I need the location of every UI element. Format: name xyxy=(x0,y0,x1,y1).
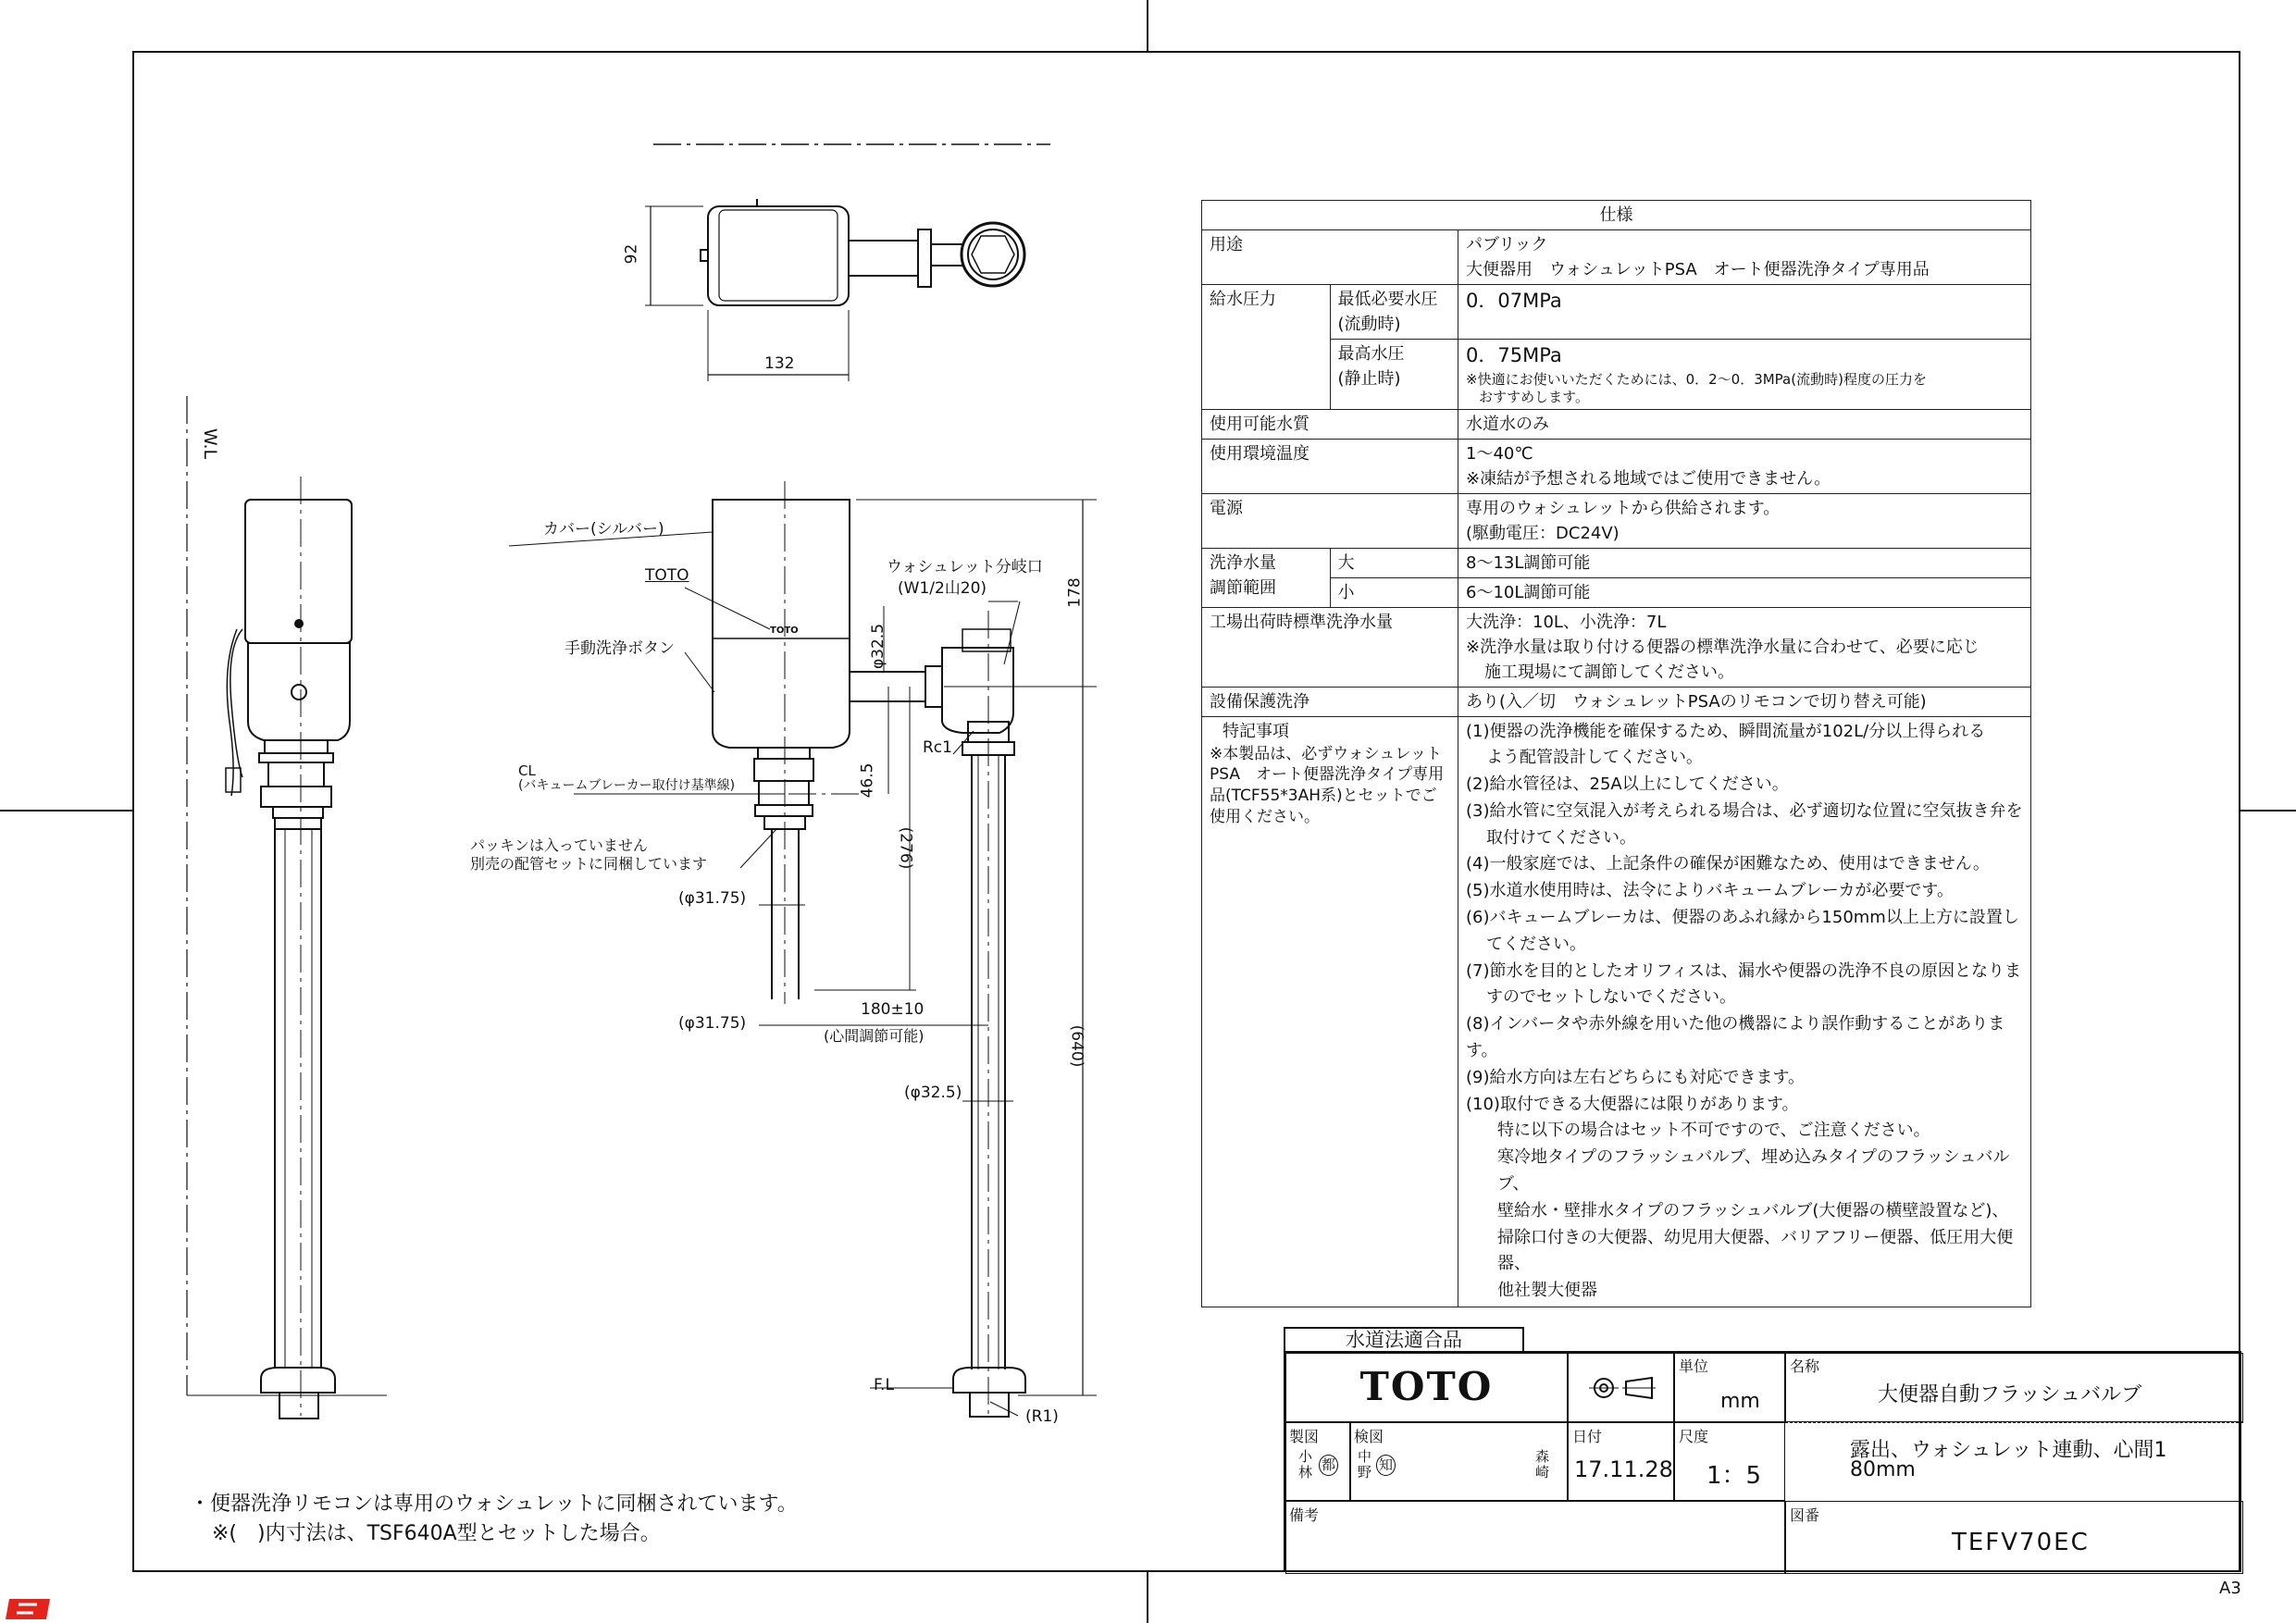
temperature-label: 使用環境温度 xyxy=(1202,439,1458,493)
note-line: てください。 xyxy=(1486,934,1586,954)
center-adjust-label: (心間調節可能) xyxy=(824,1027,925,1045)
special-notes-list xyxy=(1458,716,2031,1307)
seal-approved: 森 崎 xyxy=(1535,1448,1550,1481)
sheet-size: A3 xyxy=(2219,1579,2241,1598)
corner-logo-icon xyxy=(6,1595,54,1623)
dim-276: (276) xyxy=(896,826,915,870)
branch-outlet-label: ウォシュレット分岐口 xyxy=(887,558,1043,576)
dia-325-label-b: (φ32.5) xyxy=(904,1084,962,1102)
date-label: 日付 xyxy=(1572,1428,1603,1445)
power-label: 電源 xyxy=(1202,493,1458,548)
footnote-1: ・便器洗浄リモコンは専用のウォシュレットに同梱されています。 xyxy=(190,1493,798,1516)
device-logo: TOTO xyxy=(770,626,799,636)
r1-label: (R1) xyxy=(1025,1407,1059,1426)
centerline-label: CL xyxy=(518,762,536,779)
drawing-number-label: 図番 xyxy=(1790,1506,1820,1524)
note-line: (9)給水方向は左右どちらにも対応できます。 xyxy=(1466,1067,1806,1087)
note-line: よう配管設計してください。 xyxy=(1486,748,1703,768)
rc1-label: Rc1 xyxy=(923,738,952,757)
flush-small-value: 6～10L調節可能 xyxy=(1458,577,2031,607)
note-line: (1)便器の洗浄機能を確保するため、瞬間流量が102L/分以上得られる xyxy=(1466,721,1986,741)
note-line: (4)一般家庭では、上記条件の確保が困難なため、使用はできません。 xyxy=(1466,854,1990,874)
note-line: (8)インバータや赤外線を用いた他の機器により誤作動することがあります。 xyxy=(1466,1014,2005,1061)
footnote-2: ※( )内寸法は、TSF640A型とセットした場合。 xyxy=(212,1521,661,1545)
water-law-badge: 水道法適合品 xyxy=(1284,1327,1524,1353)
min-pressure-value: 0．07MPa xyxy=(1458,285,2031,340)
flush-big-value: 8～13L調節可能 xyxy=(1458,548,2031,577)
note-line: 特に以下の場合はセット不可ですので、ご注意ください。 xyxy=(1497,1121,1930,1141)
min-pressure-label: 最低必要水圧 (流動時) xyxy=(1330,285,1458,340)
special-notes-label: 特記事項 ※本製品は、必ずウォシュレットPSA オート便器洗浄タイプ専用品(TCF55*3AH系)とセットでご使用ください。 xyxy=(1202,716,1458,1307)
company-logo: TOTO xyxy=(1359,1364,1494,1409)
packing-note-2: 別売の配管セットに同梱しています xyxy=(470,855,708,873)
note-line: (3)給水管に空気混入が考えられる場合は、必ず適切な位置に空気抜き弁を xyxy=(1466,800,2023,821)
flush-small-label: 小 xyxy=(1330,577,1458,607)
product-name: 大便器自動フラッシュバルブ xyxy=(1878,1383,2142,1406)
product-subtitle-2: 80mm xyxy=(1850,1458,1916,1481)
name-label: 名称 xyxy=(1790,1357,1820,1375)
temperature-value: 1～40℃ ※凍結が予想される地域ではご使用できません。 xyxy=(1458,439,2031,493)
water-level-label: W.L xyxy=(200,427,221,460)
pressure-label: 給水圧力 xyxy=(1202,285,1331,410)
dim-132: 132 xyxy=(764,354,795,373)
note-line: 寒冷地タイプのフラッシュバルブ、埋め込みタイプのフラッシュバルブ、 xyxy=(1497,1147,2010,1195)
scale-value: 1：5 xyxy=(1706,1462,1762,1490)
spec-title: 仕様 xyxy=(1202,201,2031,230)
note-line: 取付けてください。 xyxy=(1486,827,1636,848)
projection-symbol-cell xyxy=(1568,1353,1674,1422)
factory-flush-value: 大洗浄：10L、小洗浄：7L ※洗浄水量は取り付ける便器の標準洗浄水量に合わせて、必要に応じ 施工現場にて調節してください。 xyxy=(1458,607,2031,687)
drawing-number: TEFV70EC xyxy=(1952,1529,2090,1556)
max-pressure-label: 最高水圧 (静止時) xyxy=(1330,340,1458,410)
note-line: (10)取付できる大便器には限りがあります。 xyxy=(1466,1094,1799,1114)
side-view xyxy=(187,396,387,1419)
seal-drawn: 小 林 xyxy=(1298,1448,1313,1481)
unit-label: 単位 xyxy=(1679,1357,1709,1375)
top-view xyxy=(645,199,1024,381)
dia-3175-label-a: (φ31.75) xyxy=(678,889,747,908)
cover-label: カバー(シルバー) xyxy=(543,520,664,539)
note-line: (5)水道水使用時は、法令によりバキュームブレーカが必要です。 xyxy=(1466,881,1954,901)
protection-label: 設備保護洗浄 xyxy=(1202,687,1458,716)
note-line: (6)バキュームブレーカは、便器のあふれ縁から150mm以上上方に設置し xyxy=(1466,908,2019,928)
packing-note-1: パッキンは入っていません xyxy=(470,836,648,854)
drawn-label: 製図 xyxy=(1289,1428,1320,1445)
seal-drawn-sub: 都 xyxy=(1319,1455,1338,1476)
title-block xyxy=(1284,1351,2241,1572)
seal-checked: 中 野 xyxy=(1358,1448,1372,1481)
front-view xyxy=(509,481,1097,1417)
name-divider xyxy=(1785,1422,2243,1423)
usage-label: 用途 xyxy=(1202,230,1458,285)
centerline-note: (バキュームブレーカー取付け基準線) xyxy=(518,778,736,793)
water-quality-label: 使用可能水質 xyxy=(1202,409,1458,439)
dim-640: (640) xyxy=(1067,1024,1086,1068)
flush-big-label: 大 xyxy=(1330,548,1458,577)
flush-volume-label: 洗浄水量 調節範囲 xyxy=(1202,548,1331,607)
remarks-label: 備考 xyxy=(1289,1506,1320,1524)
checked-label: 検図 xyxy=(1354,1428,1384,1445)
note-line: 壁給水・壁排水タイプのフラッシュバルブ(大便器の横壁設置など)、 xyxy=(1497,1200,2009,1220)
max-pressure-value: 0．75MPa ※快適にお使いいただくためには、0．2～0．3MPa(流動時)程度の圧力を おすすめします。 xyxy=(1458,340,2031,410)
dim-180: 180±10 xyxy=(861,1000,925,1019)
branch-thread-label: (W1/2山20) xyxy=(898,579,987,598)
floor-line-label: F.L xyxy=(874,1376,894,1394)
dia-3175-label-b: (φ31.75) xyxy=(678,1014,747,1033)
note-line: 他社製大便器 xyxy=(1497,1281,1597,1301)
power-value: 専用のウォシュレットから供給されます。 (駆動電圧：DC24V) xyxy=(1458,493,2031,548)
note-line: (7)節水を目的としたオリフィスは、漏水や便器の洗浄不良の原因となりま xyxy=(1466,960,2022,981)
note-line: 掃除口付きの大便器、幼児用大便器、バリアフリー便器、低圧用大便器、 xyxy=(1497,1227,2014,1274)
dim-178: 178 xyxy=(1065,577,1085,608)
note-line: すのでセットしないでください。 xyxy=(1486,987,1736,1008)
factory-flush-label: 工場出荷時標準洗浄水量 xyxy=(1202,607,1458,687)
usage-value: パブリック 大便器用 ウォシュレットPSA オート便器洗浄タイプ専用品 xyxy=(1458,230,2031,285)
dim-92: 92 xyxy=(622,243,641,265)
toto-mark-label: TOTO xyxy=(645,566,689,585)
dim-46-5: 46.5 xyxy=(858,762,877,799)
note-line: (2)給水管径は、25A以上にしてください。 xyxy=(1466,774,1789,795)
projection-symbol-icon xyxy=(1569,1354,1675,1423)
scale-label: 尺度 xyxy=(1679,1428,1709,1445)
product-subtitle-1: 露出、ウォシュレット連動、心間1 xyxy=(1850,1439,2167,1462)
dia-325-label-a: φ32.5 xyxy=(869,623,888,670)
footnotes xyxy=(190,1490,798,1549)
unit-value: mm xyxy=(1720,1390,1760,1413)
water-quality-value: 水道水のみ xyxy=(1458,409,2031,439)
manual-button-label: 手動洗浄ボタン xyxy=(565,639,675,658)
protection-value: あり(入／切 ウォシュレットPSAのリモコンで切り替え可能) xyxy=(1458,687,2031,716)
spec-table xyxy=(1201,200,2031,1307)
seal-checked-sub: 知 xyxy=(1376,1455,1396,1476)
date-value: 17.11.28 xyxy=(1574,1456,1673,1482)
remarks-cell xyxy=(1285,1501,1785,1574)
